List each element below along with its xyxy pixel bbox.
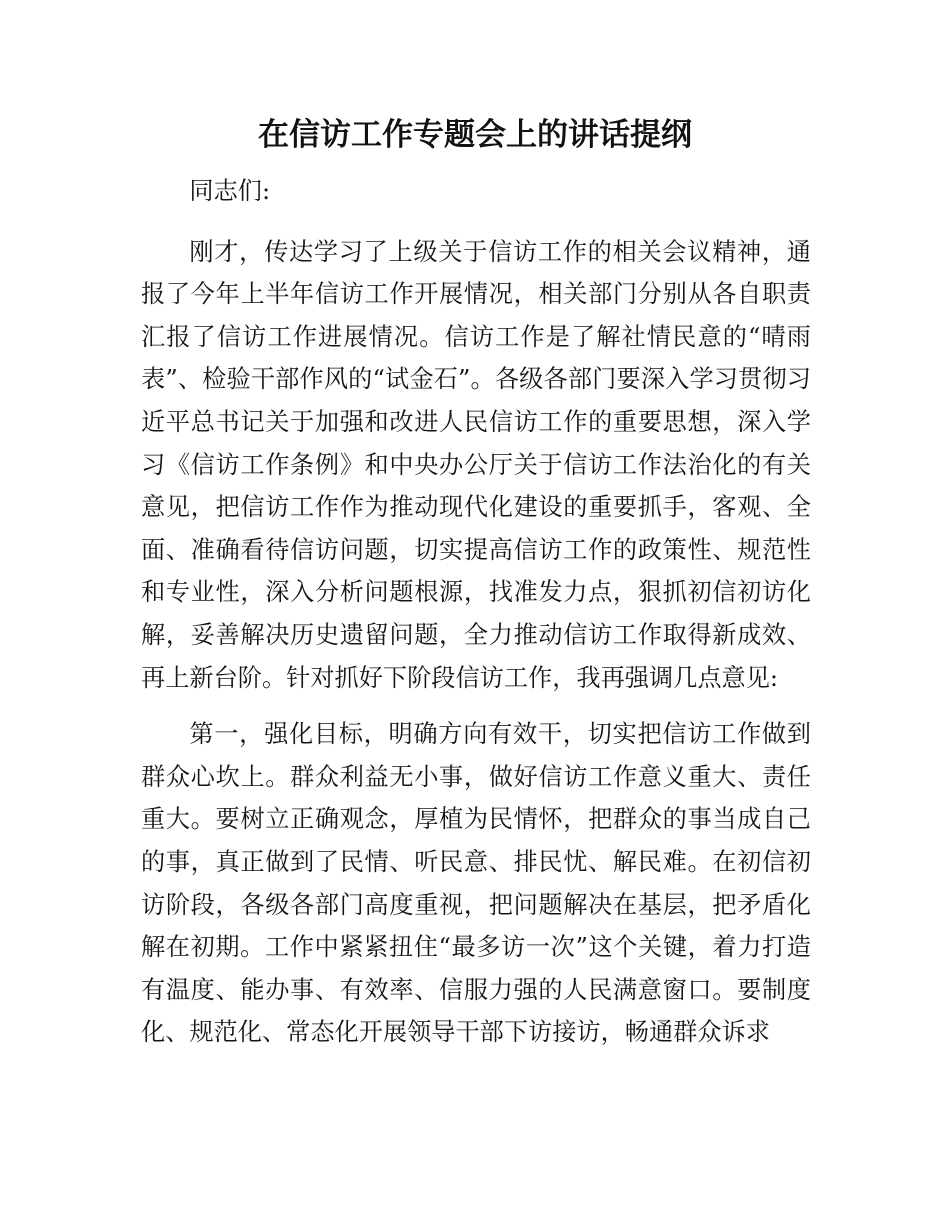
paragraph-intro: 刚才，传达学习了上级关于信访工作的相关会议精神，通报了今年上半年信访工作开展情况，相关部门分别从各自职责汇报了信访工作进展情况。信访工作是了解社情民意的“晴雨表”、检验干部作风的“试金石”。各级各部门要深入学习贯彻习近平总书记关于加强和改进人民信访工作的重要思想，深入学习《信访工作条例》和中央办公厅关于信访工作法治化的有关意见，把信访工作作为推动现代化建设的重要抓手，客观、全面、准确看待信访问题，切实提高信访工作的政策性、规范性和专业性，深入分析问题根源，找准发力点，狠抓初信初访化解，妥善解决历史遗留问题，全力推动信访工作取得新成效、再上新台阶。针对抓好下阶段信访工作，我再强调几点意见: [141, 237, 811, 692]
document-title: 在信访工作专题会上的讲话提纲 [258, 117, 692, 153]
paragraph-first-point: 第一，强化目标，明确方向有效干，切实把信访工作做到群众心坎上。群众利益无小事，做好信访工作意义重大、责任重大。要树立正确观念，厚植为民情怀，把群众的事当成自己的事，真正做到了民情、听民意、排民忧、解民难。在初信初访阶段，各级各部门高度重视，把问题解决在基层，把矛盾化解在初期。工作中紧紧扭住“最多访一次”这个关键，着力打造有温度、能办事、有效率、信服力强的人民满意窗口。要制度化、规范化、常态化开展领导干部下访接访，畅通群众诉求 [141, 720, 811, 1047]
greeting: 同志们: [189, 177, 271, 205]
document-body [141, 170, 811, 1054]
